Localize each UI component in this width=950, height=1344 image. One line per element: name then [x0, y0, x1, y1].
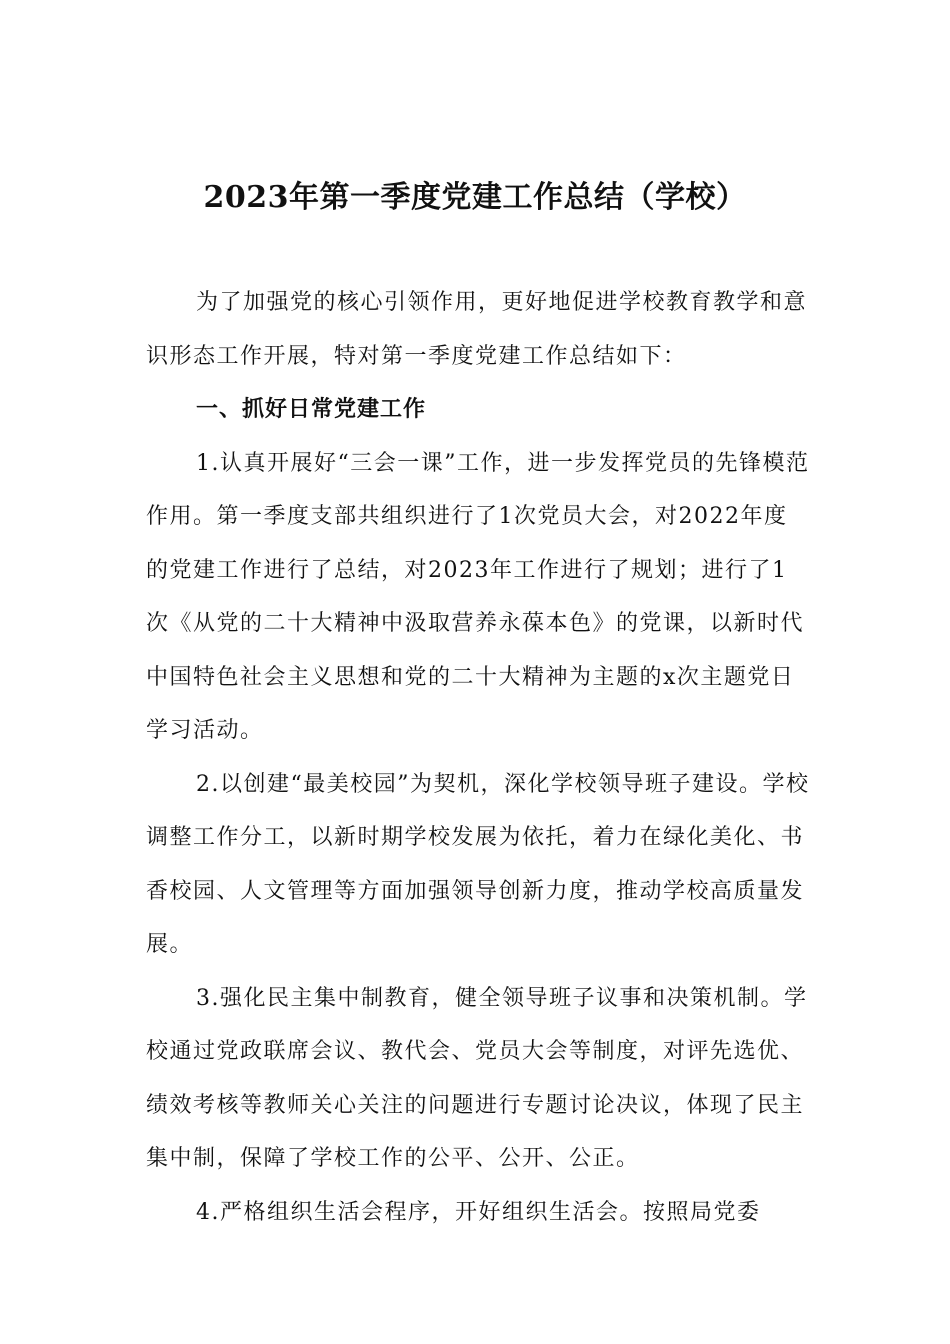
item-paragraph-2: 2.以创建“最美校园”为契机，深化学校领导班子建设。学校调整工作分工，以新时期学校发展为依托，着力在绿化美化、书香校园、人文管理等方面加强领导创新力度，推动学校高质量发展。	[146, 771, 810, 957]
intro-paragraph: 为了加强党的核心引领作用，更好地促进学校教育教学和意识形态工作开展，特对第一季度党建工作总结如下：	[146, 290, 808, 369]
item-paragraph-3: 3.强化民主集中制教育，健全领导班子议事和决策机制。学校通过党政联席会议、教代会、党员大会等制度，对评先选优、绩效考核等教师关心关注的问题进行专题讨论决议，体现了民主集中制，保障了学校工作的公平、公开、公正。	[146, 985, 808, 1171]
item-paragraph-1: 1.认真开展好“三会一课”工作，进一步发挥党员的先锋模范作用。第一季度支部共组织进行了1次党员大会，对2022年度的党建工作进行了总结，对2023年工作进行了规划；进行了1次《从党的二十大精神中汲取营养永葆本色》的党课，以新时代中国特色社会主义思想和党的二十大精神为主题的x次主题党日学习活动。	[146, 450, 810, 743]
document-body	[146, 276, 810, 1239]
section-heading: 一、抓好日常党建工作	[196, 397, 427, 422]
item-paragraph-4: 4.严格组织生活会程序，开好组织生活会。按照局党委	[196, 1199, 761, 1225]
document-title: 2023年第一季度党建工作总结（学校）	[203, 180, 747, 215]
